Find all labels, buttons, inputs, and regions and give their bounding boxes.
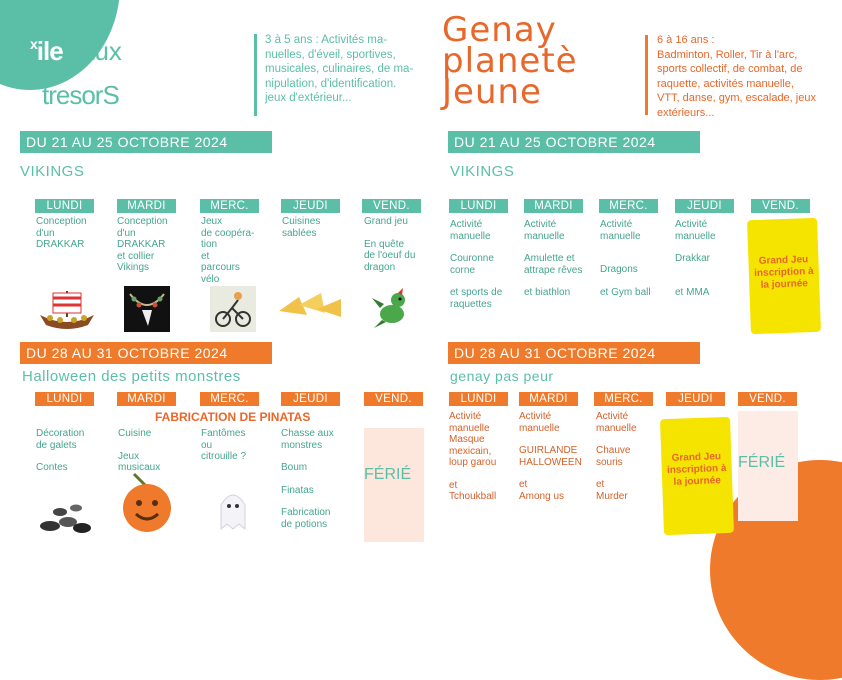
cell-line: Décoration [36, 428, 85, 439]
day-header-vend: VEND. [362, 199, 421, 213]
cell-line: de galets [36, 439, 77, 451]
cell-line: Masque [449, 434, 485, 445]
cell-line [118, 440, 196, 451]
cell-line: Tchoukball [449, 491, 497, 502]
cell-line: Activité [449, 411, 482, 422]
cell-line: Activité [596, 411, 629, 422]
cell-line [600, 253, 672, 264]
week1-left-dates: DU 21 AU 25 OCTOBRE 2024 [20, 131, 272, 153]
cell-line: et Gym ball [600, 286, 651, 298]
cell-line [449, 469, 517, 480]
cell-line: et MMA [675, 286, 710, 298]
cell-line: souris [596, 456, 623, 468]
intro-line: extérieurs... [657, 106, 715, 119]
logo-tresors: tresorS [42, 80, 119, 110]
cell-line: monstres [281, 439, 323, 451]
day-header-mardi: MARDI [519, 392, 578, 406]
day-header-merc: MERC. [200, 199, 259, 213]
cell-line: manuelle [519, 422, 560, 434]
intro-bar-right [645, 35, 648, 115]
cell-line: Vikings [117, 262, 150, 273]
cell-line [281, 451, 359, 462]
cell-line [600, 276, 672, 287]
cell-line [519, 468, 591, 479]
grand-jeu-box [747, 218, 821, 334]
week2-left-theme: Halloween des petits monstres [22, 368, 241, 385]
intro-line: 3 à 5 ans : Activités ma- [265, 34, 388, 46]
week1-left-theme: VIKINGS [20, 163, 85, 180]
cell-line: Activité [519, 411, 552, 422]
day-header-merc: MERC. [594, 392, 653, 406]
cell-line [519, 434, 591, 445]
cell-line: et [201, 250, 210, 262]
logo: $^x$ile [30, 36, 63, 66]
cell-line [675, 242, 747, 253]
cell-line: Jeux [201, 216, 223, 227]
day-header-vend: VEND. [364, 392, 423, 406]
cyclist-icon [210, 286, 256, 332]
activity-cell [201, 216, 276, 285]
activity-cell [449, 411, 517, 503]
intro-big-ages [657, 33, 837, 120]
cell-line: Finatas [281, 484, 314, 496]
week1-right-theme: VIKINGS [450, 163, 515, 180]
cookies-icon [277, 287, 345, 321]
cell-line: ou [201, 439, 213, 451]
intro-line: jeux d'extérieur... [265, 92, 352, 104]
day-header-mardi: MARDI [524, 199, 583, 213]
cell-line: Activité [675, 219, 708, 230]
cell-line: de potions [281, 518, 328, 530]
cell-line: Grand jeu [364, 216, 408, 227]
activity-cell [36, 428, 114, 474]
pumpkin-icon [116, 472, 178, 534]
cell-line: citrouille ? [201, 451, 247, 462]
title-line: Jeune [442, 72, 542, 112]
day-header-lundi: LUNDI [449, 392, 508, 406]
page-title [442, 10, 578, 112]
cell-line: Fabrication [281, 507, 331, 518]
activity-cell [596, 411, 664, 502]
activity-cell [117, 216, 195, 274]
cell-line: Fantômes [201, 428, 246, 439]
box-line: Grand Jeu [758, 254, 809, 267]
cell-line [281, 496, 359, 507]
cell-line: Contes [36, 462, 68, 473]
cell-line: HALLOWEEN [519, 456, 582, 468]
activity-cell [281, 428, 359, 530]
cell-line: Conception [117, 216, 168, 227]
intro-small-ages [265, 33, 435, 106]
cell-line [450, 242, 522, 253]
intro-line: VTT, danse, gym, escalade, jeux [657, 92, 816, 104]
day-header-vend: VEND. [738, 392, 797, 406]
cell-line: Cuisines [282, 216, 321, 227]
day-header-jeudi: JEUDI [281, 199, 340, 213]
cell-line [524, 242, 596, 253]
day-header-lundi: LUNDI [449, 199, 508, 213]
box-line: la journée [760, 278, 809, 291]
activity-cell [675, 219, 747, 298]
cell-line: manuelle [450, 230, 491, 242]
cell-line: DRAKKAR [36, 239, 85, 250]
cell-line: manuelle [675, 230, 716, 242]
box-line: Grand Jeu [671, 451, 722, 464]
cell-line: de l'oeuf du [364, 250, 416, 261]
cell-line: et biathlon [524, 287, 571, 298]
intro-line: raquette, activités manuelle, [657, 77, 794, 90]
cell-line: Amulette et [524, 253, 575, 264]
activity-cell [36, 216, 114, 251]
day-header-merc: MERC. [200, 392, 259, 406]
intro-line: nuelles, d'éveil, sportives, [265, 48, 396, 61]
cell-line: de coopéra- [201, 227, 255, 239]
cell-line: d'un [36, 227, 55, 239]
cell-line [450, 276, 522, 287]
cell-line [524, 276, 596, 287]
activity-cell [600, 219, 672, 298]
cell-line: Boum [281, 462, 308, 473]
title-line: planetè [442, 41, 578, 81]
cell-line: manuelle [596, 422, 637, 434]
cell-line: manuelle [600, 230, 641, 242]
activity-cell [450, 219, 522, 310]
day-header-vend: VEND. [751, 199, 810, 213]
ghost-icon [215, 489, 251, 531]
viking-ship-icon [36, 285, 98, 333]
day-header-lundi: LUNDI [35, 392, 94, 406]
intro-bar-left [254, 34, 257, 116]
cell-line: et [449, 479, 458, 491]
cell-line: et [519, 479, 528, 490]
week2-right-dates: DU 28 AU 31 OCTOBRE 2024 [448, 342, 700, 364]
cell-line: Jeux [118, 450, 140, 462]
day-header-merc: MERC. [599, 199, 658, 213]
cell-line: manuelle [449, 422, 490, 434]
activity-cell [519, 411, 591, 502]
cell-line: En quête [364, 238, 405, 250]
cell-line: Conception [36, 216, 87, 227]
activity-cell [282, 216, 357, 239]
intro-line: sports collectif, de combat, de [657, 63, 803, 75]
week2-left-dates: DU 28 AU 31 OCTOBRE 2024 [20, 342, 272, 364]
cell-line: GUIRLANDE [519, 445, 578, 456]
activity-cell [118, 428, 196, 474]
cell-line: dragon [364, 261, 396, 273]
cell-line: tion [201, 239, 218, 250]
intro-line: nipulation, d'identification. [265, 77, 397, 90]
cell-line: et sports de [450, 287, 503, 298]
activity-cell [524, 219, 596, 299]
box-line: inscription à [753, 265, 814, 280]
intro-line: musicales, culinaires, de ma- [265, 63, 414, 75]
cell-line: vélo [201, 273, 220, 285]
ferie-label: FÉRIÉ [364, 466, 412, 483]
day-header-jeudi: JEUDI [666, 392, 725, 406]
cell-line: Chauve [596, 445, 631, 456]
cell-line: musicaux [118, 462, 161, 473]
cell-line: Couronne [450, 253, 494, 264]
cell-line: Murder [596, 490, 628, 502]
cell-line [600, 242, 672, 253]
grand-jeu-box [660, 417, 734, 535]
week2-right-theme: genay pas peur [450, 368, 554, 384]
cell-line: Among us [519, 490, 565, 502]
cell-line: Dragons [600, 264, 638, 275]
cell-line: Cuisine [118, 428, 152, 439]
day-header-jeudi: JEUDI [281, 392, 340, 406]
cell-line: sablées [282, 227, 317, 239]
viking-necklace-icon [124, 286, 170, 332]
cell-line [364, 228, 439, 239]
week1-right-dates: DU 21 AU 25 OCTOBRE 2024 [448, 131, 700, 153]
cell-line: mexicain, [449, 445, 492, 457]
dragon-icon [370, 286, 414, 330]
cell-line: et collier [117, 250, 155, 262]
title-line: Genay [442, 10, 557, 50]
cell-line [675, 276, 747, 287]
cell-line: attrape rêves [524, 264, 583, 276]
cell-line [596, 434, 664, 445]
intro-line: Badminton, Roller, Tir à l'arc, [657, 48, 798, 61]
box-line: inscription à [666, 462, 727, 477]
activity-cell [364, 216, 439, 273]
intro-line: 6 à 16 ans : [657, 34, 715, 46]
cell-line: DRAKKAR [117, 239, 166, 250]
cell-line: Drakkar [675, 253, 711, 264]
box-line: la journée [673, 475, 721, 488]
cell-line: manuelle [524, 230, 565, 242]
cell-line: corne [450, 264, 476, 276]
cell-line: Activité [450, 219, 483, 230]
stones-icon [38, 496, 94, 534]
day-header-lundi: LUNDI [35, 199, 94, 213]
cell-line: loup garou [449, 457, 497, 468]
cell-line [675, 265, 747, 276]
day-header-mardi: MARDI [117, 392, 176, 406]
cell-line: raquettes [450, 298, 492, 310]
cell-line: Activité [600, 219, 633, 230]
cell-line: parcours [201, 262, 240, 273]
activity-cell [201, 428, 276, 463]
day-header-jeudi: JEUDI [675, 199, 734, 213]
cell-line [36, 451, 114, 462]
cell-line: et [596, 479, 605, 490]
logo-aux: aux [80, 36, 122, 66]
ferie-box [364, 428, 424, 542]
ferie-box [738, 411, 798, 521]
pinatas-banner: FABRICATION DE PINATAS [155, 410, 311, 424]
cell-line [596, 468, 664, 479]
day-header-mardi: MARDI [117, 199, 176, 213]
cell-line: Activité [524, 219, 557, 230]
cell-line [281, 474, 359, 485]
ferie-label: FÉRIÉ [738, 454, 786, 471]
cell-line: Chasse aux [281, 428, 334, 439]
cell-line: d'un [117, 227, 136, 239]
